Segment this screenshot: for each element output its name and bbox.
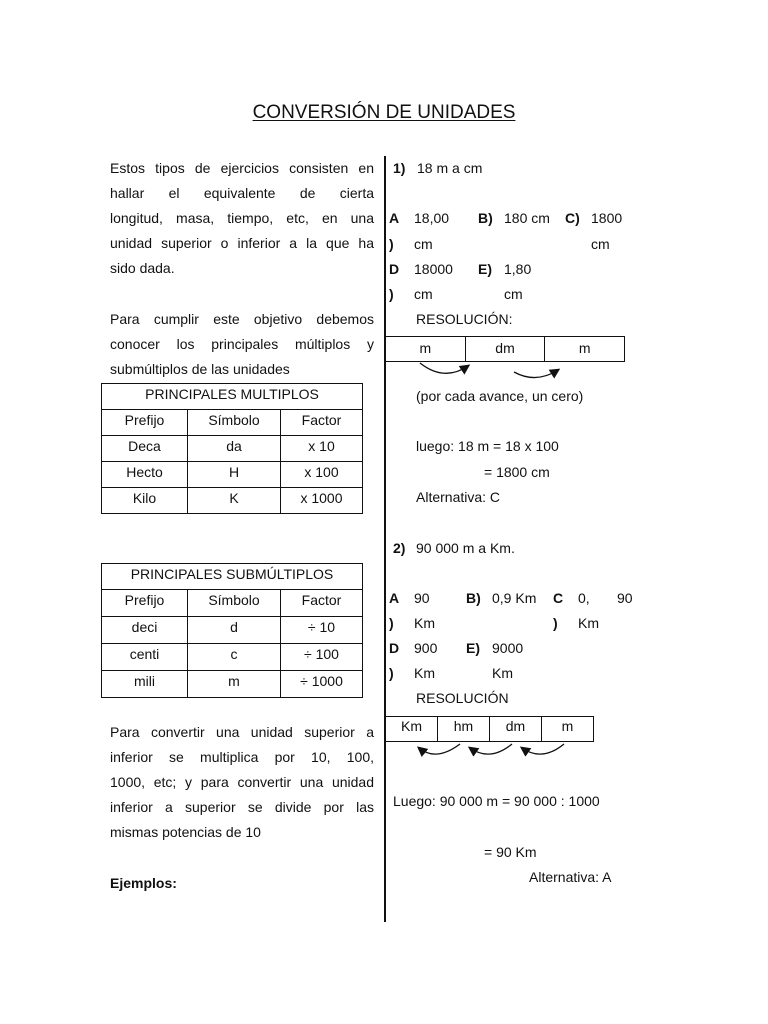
solution-step: = 1800 cm xyxy=(484,464,550,480)
intro-line: Estos tipos de ejercicios consisten en xyxy=(110,160,374,176)
option-e-label: E) xyxy=(478,261,492,277)
column-header: Prefijo xyxy=(102,410,188,436)
answer: Alternativa: A xyxy=(529,869,612,885)
resolution-label: RESOLUCIÓN xyxy=(416,690,509,706)
column-header: Símbolo xyxy=(188,590,281,617)
table-cell: Kilo xyxy=(102,488,188,514)
option-c-value: 0, xyxy=(578,590,590,606)
table-cell: mili xyxy=(102,671,188,698)
option-d-label: D xyxy=(389,640,400,656)
option-a-unit: cm xyxy=(414,236,433,252)
option-a-value: 18,00 xyxy=(414,210,450,226)
rule-line: mismas potencias de 10 xyxy=(110,824,261,840)
unit-steps-box xyxy=(385,716,594,742)
rule-line: inferior a superior se divide por las xyxy=(110,799,374,815)
example-number: 2) xyxy=(393,540,406,556)
option-e-unit: cm xyxy=(504,286,523,302)
unit-cell: Km xyxy=(386,717,438,741)
option-a-paren: ) xyxy=(389,236,394,252)
option-b-value: 0,9 Km xyxy=(492,590,537,606)
rule-line: Para convertir una unidad superior a xyxy=(110,724,374,740)
option-e-value: 9000 xyxy=(492,640,524,656)
arrow-icon xyxy=(470,744,512,754)
intro-line: unidad superior o inferior a la que ha xyxy=(110,235,374,251)
column-header: Factor xyxy=(281,590,363,617)
arrow-icon xyxy=(419,744,460,754)
table-cell: K xyxy=(188,488,281,514)
option-d-value: 900 xyxy=(414,640,438,656)
unit-cell: dm xyxy=(490,717,542,741)
table-cell: ÷ 10 xyxy=(281,617,363,644)
option-b-value: 180 cm xyxy=(504,210,550,226)
option-c-unit: Km xyxy=(578,615,599,631)
example-statement: 18 m a cm xyxy=(417,160,483,176)
rule-line: inferior se multiplica por 10, 100, xyxy=(110,749,374,765)
option-d-paren: ) xyxy=(389,665,394,681)
intro-line: longitud, masa, tiempo, etc, en una xyxy=(110,210,374,226)
column-header: Factor xyxy=(281,410,363,436)
arrow-icon xyxy=(514,370,558,378)
solution-step: Luego: 90 000 m = 90 000 : 1000 xyxy=(393,793,600,809)
objective-line: conocer los principales múltiplos y xyxy=(110,336,374,352)
table-cell: H xyxy=(188,462,281,488)
option-e-label: E) xyxy=(466,640,480,656)
option-b-label: B) xyxy=(466,590,481,606)
examples-heading: Ejemplos: xyxy=(110,875,177,891)
option-b-label: B) xyxy=(478,210,493,226)
table-cell: ÷ 100 xyxy=(281,644,363,671)
arrow-icon xyxy=(522,744,564,754)
arrow-icon xyxy=(420,363,468,373)
table-cell: d xyxy=(188,617,281,644)
objective-line: Para cumplir este objetivo debemos xyxy=(110,311,374,327)
table-cell: c xyxy=(188,644,281,671)
example-number: 1) xyxy=(393,160,406,176)
solution-step: luego: 18 m = 18 x 100 xyxy=(416,438,559,454)
table-cell: x 1000 xyxy=(281,488,363,514)
option-c-value: 1800 xyxy=(591,210,623,226)
table-cell: Hecto xyxy=(102,462,188,488)
table-cell: m xyxy=(188,671,281,698)
unit-cell: m xyxy=(561,718,574,734)
column-header: Prefijo xyxy=(102,590,188,617)
option-a-label: A xyxy=(389,210,400,226)
unit-cell: dm xyxy=(466,337,546,361)
option-e-value: 1,80 xyxy=(504,261,532,277)
table-caption: PRINCIPALES MULTIPLOS xyxy=(102,384,363,410)
unit-cell: m xyxy=(578,340,591,356)
rule-line: 1000, etc; y para convertir una unidad xyxy=(110,774,374,790)
objective-line: submúltiplos de las unidades xyxy=(110,361,290,377)
intro-line: hallar el equivalente de cierta xyxy=(110,185,374,201)
page-title: CONVERSIÓN DE UNIDADES xyxy=(252,102,516,123)
column-header: Símbolo xyxy=(188,410,281,436)
option-a-value: 90 xyxy=(414,590,430,606)
unit-cell: hm xyxy=(438,717,490,741)
table-cell: Deca xyxy=(102,436,188,462)
unit-cell: m xyxy=(386,337,466,361)
option-d-unit: Km xyxy=(414,665,435,681)
step-note: (por cada avance, un cero) xyxy=(416,388,584,404)
option-c-label: C) xyxy=(565,210,580,226)
example-statement: 90 000 m a Km. xyxy=(416,540,515,556)
table-cell: deci xyxy=(102,617,188,644)
solution-step: = 90 Km xyxy=(484,844,537,860)
option-c-paren: ) xyxy=(553,615,558,631)
option-c-value: 90 xyxy=(617,590,633,606)
option-d-unit: cm xyxy=(414,286,433,302)
table-cell: da xyxy=(188,436,281,462)
table-cell: x 100 xyxy=(281,462,363,488)
option-d-value: 18000 xyxy=(414,261,453,277)
table-cell: x 10 xyxy=(281,436,363,462)
option-d-paren: ) xyxy=(389,286,394,302)
option-e-unit: Km xyxy=(492,665,513,681)
resolution-label: RESOLUCIÓN: xyxy=(416,311,513,327)
table-cell: centi xyxy=(102,644,188,671)
answer: Alternativa: C xyxy=(416,489,501,505)
option-a-label: A xyxy=(389,590,400,606)
table-caption: PRINCIPALES SUBMÚLTIPLOS xyxy=(102,564,363,590)
option-d-label: D xyxy=(389,261,400,277)
option-a-paren: ) xyxy=(389,615,394,631)
intro-line: sido dada. xyxy=(110,260,175,276)
table-cell: ÷ 1000 xyxy=(281,671,363,698)
option-c-label: C xyxy=(553,590,564,606)
option-c-unit: cm xyxy=(591,236,610,252)
option-a-unit: Km xyxy=(414,615,435,631)
